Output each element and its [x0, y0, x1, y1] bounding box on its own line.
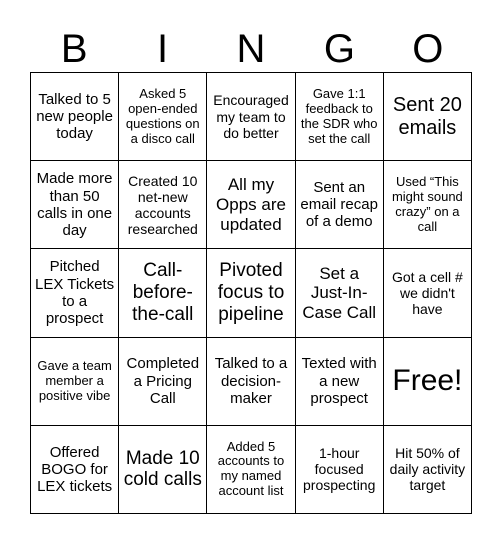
- header-letter-i: I: [157, 27, 169, 71]
- bingo-cell[interactable]: Asked 5 open-ended questions on a disco call: [119, 73, 207, 161]
- bingo-cell[interactable]: Talked to a decision-maker: [207, 338, 295, 426]
- bingo-cell[interactable]: Pivoted focus to pipeline: [207, 249, 295, 337]
- bingo-cell[interactable]: Talked to 5 new people today: [31, 73, 119, 161]
- header-letter-b: B: [60, 27, 88, 71]
- bingo-header: [30, 26, 472, 72]
- bingo-cell[interactable]: 1-hour focused prospecting: [296, 426, 384, 514]
- header-letter-o: O: [412, 27, 444, 71]
- bingo-cell[interactable]: Created 10 net-new accounts researched: [119, 161, 207, 249]
- bingo-cell[interactable]: Made more than 50 calls in one day: [31, 161, 119, 249]
- bingo-cell[interactable]: Added 5 accounts to my named account list: [207, 426, 295, 514]
- header-letter-n: N: [236, 27, 266, 71]
- bingo-cell[interactable]: Offered BOGO for LEX tickets: [31, 426, 119, 514]
- bingo-cell[interactable]: Sent an email recap of a demo: [296, 161, 384, 249]
- bingo-cell[interactable]: Encouraged my team to do better: [207, 73, 295, 161]
- bingo-cell[interactable]: Hit 50% of daily activity target: [384, 426, 472, 514]
- bingo-cell[interactable]: Sent 20 emails: [384, 73, 472, 161]
- bingo-cell[interactable]: Texted with a new prospect: [296, 338, 384, 426]
- bingo-cell[interactable]: Completed a Pricing Call: [119, 338, 207, 426]
- bingo-cell[interactable]: Used “This might sound crazy” on a call: [384, 161, 472, 249]
- bingo-cell[interactable]: Call-before-the-call: [119, 249, 207, 337]
- bingo-cell[interactable]: Pitched LEX Tickets to a prospect: [31, 249, 119, 337]
- bingo-cell[interactable]: Got a cell # we didn't have: [384, 249, 472, 337]
- bingo-cell[interactable]: Gave a team member a positive vibe: [31, 338, 119, 426]
- bingo-cell[interactable]: Made 10 cold calls: [119, 426, 207, 514]
- bingo-cell[interactable]: Set a Just-In-Case Call: [296, 249, 384, 337]
- bingo-cell[interactable]: Gave 1:1 feedback to the SDR who set the call: [296, 73, 384, 161]
- bingo-card-grid: [30, 72, 472, 514]
- header-letter-g: G: [323, 27, 355, 71]
- bingo-cell[interactable]: All my Opps are updated: [207, 161, 295, 249]
- free-space-cell[interactable]: Free!: [384, 338, 472, 426]
